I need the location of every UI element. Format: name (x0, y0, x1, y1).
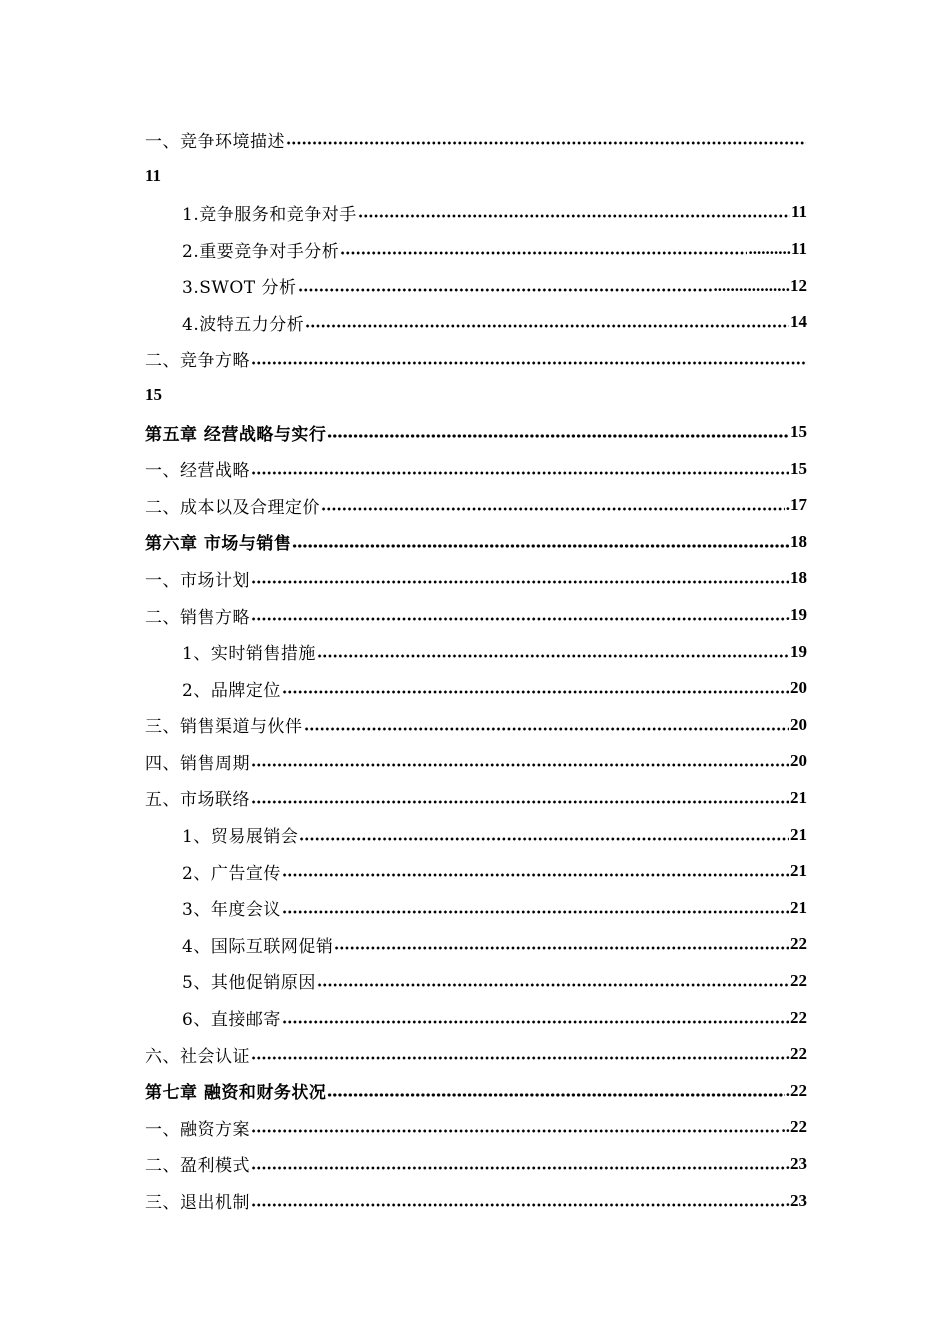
toc-entry-page-number: ..........11 (748, 239, 807, 259)
toc-entry[interactable] (145, 999, 807, 1036)
toc-entry-label: 六、社会认证 (145, 1046, 250, 1067)
toc-leader-dots (282, 1019, 789, 1025)
toc-entry-page-number: .23 (785, 1190, 807, 1210)
toc-entry[interactable] (145, 926, 807, 963)
toc-entry[interactable] (145, 194, 807, 231)
toc-entry-label: 一、经营战略 (145, 461, 250, 482)
toc-entry-page-number: 11 (790, 202, 807, 222)
toc-leader-dots (251, 360, 806, 366)
toc-entry[interactable] (145, 304, 807, 341)
toc-leader-dots (251, 616, 785, 622)
toc-entry[interactable] (145, 889, 807, 926)
toc-entry-page-number: .17 (785, 495, 807, 515)
toc-entry-label: 1、实时销售措施 (182, 644, 316, 665)
toc-entry-page-number: 18 (790, 568, 807, 588)
toc-leader-dots (251, 1165, 785, 1171)
toc-entry-page-number: 21 (790, 861, 807, 881)
toc-leader-dots (286, 140, 806, 146)
toc-entry-page-number: 20 (790, 678, 807, 698)
toc-leader-dots (251, 762, 789, 768)
toc-leader-dots (282, 872, 789, 878)
toc-entry-label: 二、销售方略 (145, 607, 250, 628)
toc-entry[interactable] (145, 1146, 807, 1183)
toc-entry-label: 3、年度会议 (182, 900, 281, 921)
toc-leader-dots (327, 1092, 784, 1098)
toc-leader-dots (305, 323, 789, 329)
toc-entry-page-number: 21 (790, 787, 807, 807)
toc-leader-dots (251, 579, 789, 585)
toc-leader-dots (317, 653, 789, 659)
toc-entry-label: 第五章 经营战略与实行 (145, 424, 327, 445)
toc-leader-dots (299, 836, 789, 842)
toc-entry-page-number: 18 (790, 531, 807, 551)
toc-entry-page-number: 20 (790, 714, 807, 734)
toc-entry-label: 一、竞争环境描述 (145, 131, 285, 152)
toc-entry-label: 第七章 融资和财务状况 (145, 1083, 327, 1104)
toc-leader-dots (321, 506, 785, 512)
toc-entry[interactable] (145, 1182, 807, 1219)
toc-entry-label: 3.SWOT 分析 (182, 278, 297, 299)
toc-entry-label: 一、融资方案 (145, 1119, 250, 1140)
toc-entry[interactable] (145, 853, 807, 890)
toc-leader-dots (251, 799, 789, 805)
toc-leader-dots (251, 1202, 785, 1208)
toc-entry-label: 2.重要竞争对手分析 (182, 241, 340, 262)
toc-leader-dots (251, 470, 789, 476)
toc-entry-page-number: .22 (785, 1044, 807, 1064)
toc-leader-dots (282, 689, 789, 695)
toc-entry-page-number: 21 (790, 897, 807, 917)
toc-entry-page-number: 21 (790, 824, 807, 844)
toc-leader-dots (251, 1055, 785, 1061)
toc-entry-page-number: 22 (790, 970, 807, 990)
toc-leader-dots (358, 213, 790, 219)
toc-leader-dots (298, 287, 713, 293)
toc-entry[interactable] (145, 743, 807, 780)
toc-entry-label: 2、广告宣传 (182, 863, 281, 884)
toc-entry-label: 1.竞争服务和竞争对手 (182, 204, 357, 225)
toc-entry-label: 1、贸易展销会 (182, 827, 299, 848)
toc-leader-dots (292, 543, 789, 549)
toc-entry[interactable] (145, 121, 807, 158)
table-of-contents (145, 121, 807, 1219)
toc-entry-page-number: .23 (785, 1153, 807, 1173)
toc-entry-label: 三、退出机制 (145, 1193, 250, 1214)
toc-entry-page-number: .22 (785, 1080, 807, 1100)
toc-entry-page-number: 15 (790, 422, 807, 442)
toc-leader-dots (340, 250, 747, 256)
toc-entry-label: 一、市场计划 (145, 570, 250, 591)
toc-leader-dots (304, 726, 790, 732)
toc-leader-dots (282, 909, 789, 915)
toc-chapter-entry[interactable] (145, 414, 807, 451)
toc-entry[interactable] (145, 963, 807, 1000)
toc-chapter-entry[interactable] (145, 1072, 807, 1109)
toc-entry[interactable] (145, 450, 807, 487)
toc-entry-label: 五、市场联络 (145, 790, 250, 811)
toc-entry[interactable] (145, 341, 807, 378)
toc-chapter-entry[interactable] (145, 524, 807, 561)
toc-entry-label: 6、直接邮寄 (182, 1010, 281, 1031)
toc-entry[interactable] (145, 1036, 807, 1073)
toc-entry[interactable] (145, 267, 807, 304)
toc-entry-label: 第六章 市场与销售 (145, 534, 292, 555)
toc-entry[interactable] (145, 816, 807, 853)
toc-entry-label: 三、销售渠道与伙伴 (145, 717, 303, 738)
toc-entry[interactable] (145, 780, 807, 817)
toc-leader-dots (251, 1128, 781, 1134)
toc-entry[interactable] (145, 597, 807, 634)
toc-entry[interactable] (145, 1109, 807, 1146)
toc-entry-page-number: 19 (790, 641, 807, 661)
toc-entry-label: 二、成本以及合理定价 (145, 497, 320, 518)
toc-leader-dots (334, 945, 789, 951)
toc-entry-page-number: .19 (785, 605, 807, 625)
toc-entry-page-number: ..22 (781, 1117, 807, 1137)
toc-entry[interactable] (145, 633, 807, 670)
toc-entry-label: 4、国际互联网促销 (182, 936, 334, 957)
toc-entry[interactable] (145, 231, 807, 268)
toc-entry-page-number: 15 (145, 385, 162, 405)
toc-entry-page-number: 14 (790, 312, 807, 332)
toc-entry-page-number: 20 (790, 751, 807, 771)
toc-entry-label: 四、销售周期 (145, 753, 250, 774)
toc-entry-page-number: 22 (790, 934, 807, 954)
toc-entry-label: 2、品牌定位 (182, 680, 281, 701)
toc-entry[interactable] (145, 670, 807, 707)
toc-entry-page-number: ..................12 (713, 275, 807, 295)
toc-entry-label: 二、竞争方略 (145, 351, 250, 372)
toc-entry[interactable] (145, 487, 807, 524)
toc-entry-page-number: 15 (790, 458, 807, 478)
toc-entry-label: 5、其他促销原因 (182, 973, 316, 994)
toc-entry[interactable] (145, 560, 807, 597)
toc-entry-label: 二、盈利模式 (145, 1156, 250, 1177)
toc-leader-dots (317, 982, 789, 988)
toc-leader-dots (327, 433, 789, 439)
toc-entry-label: 4.波特五力分析 (182, 314, 305, 335)
toc-entry-page-number: 22 (790, 1007, 807, 1027)
toc-entry-page-number: 11 (145, 165, 162, 185)
toc-entry[interactable] (145, 707, 807, 744)
